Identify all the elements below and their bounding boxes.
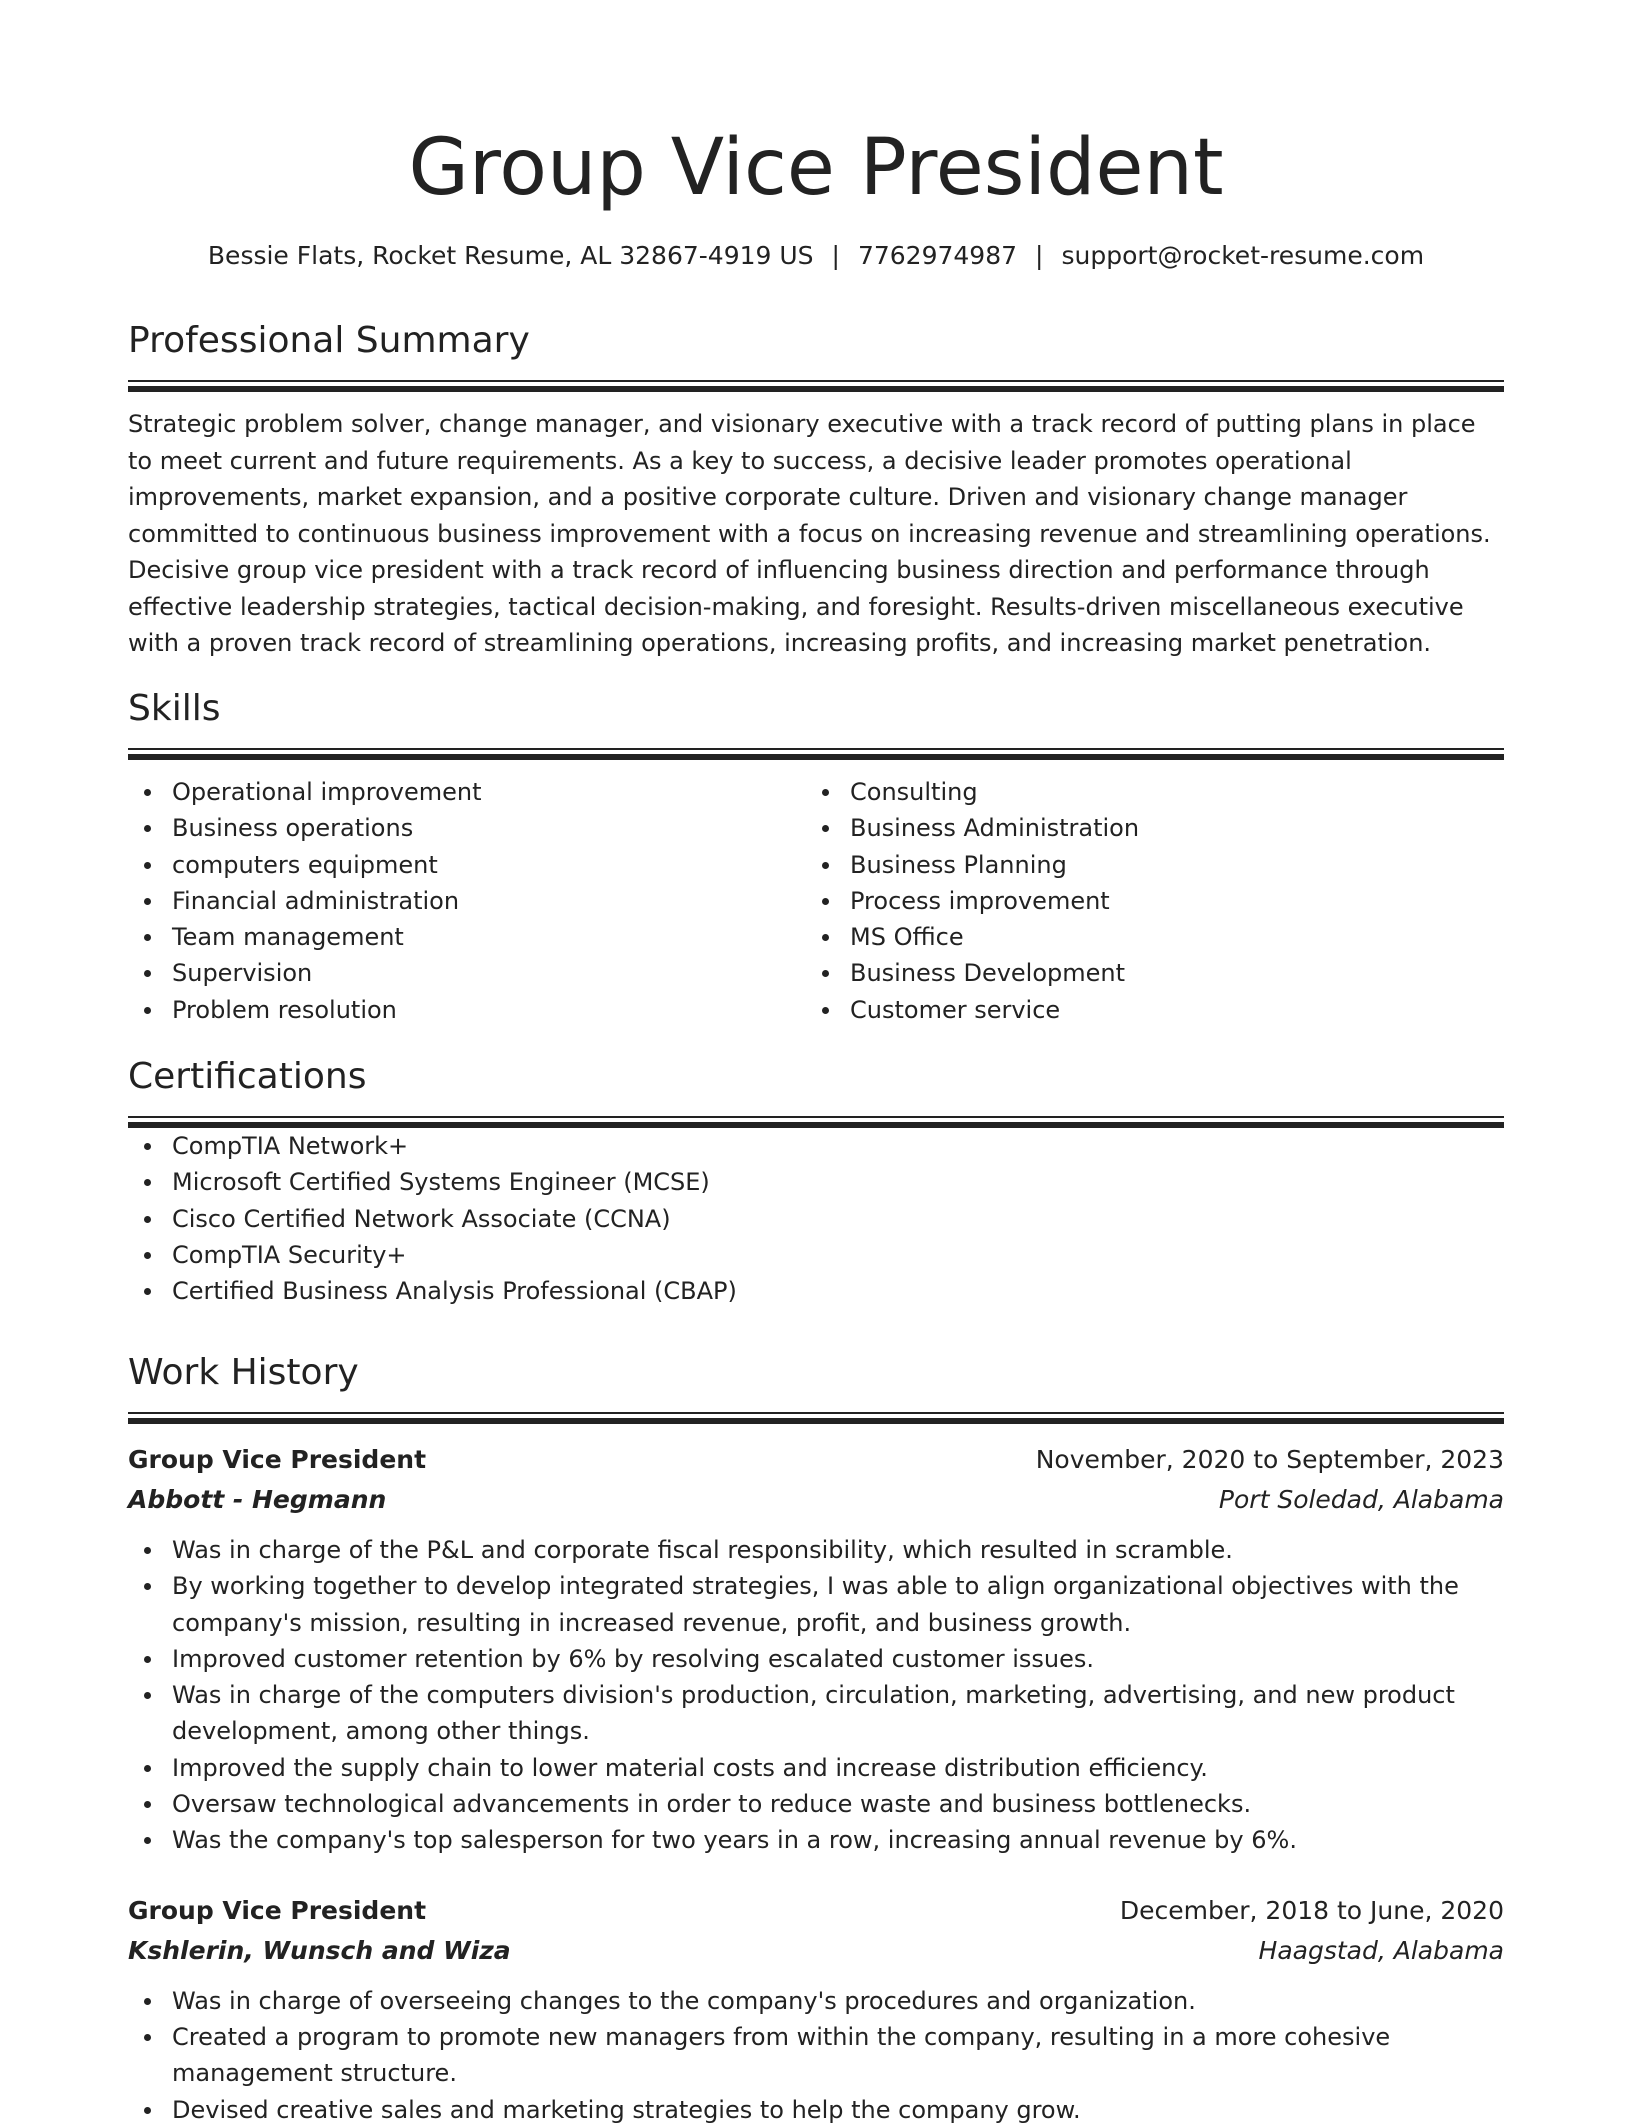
job-dates: November, 2020 to September, 2023 (1035, 1445, 1504, 1474)
contact-phone: 7762974987 (857, 241, 1018, 270)
job-title: Group Vice President (128, 1895, 427, 1925)
job-bullet: Oversaw technological advancements in order to reduce waste and business bottlenecks. (128, 1786, 1504, 1822)
section-divider (128, 1412, 1504, 1424)
job-bullet: Was in charge of the P&L and corporate fiscal responsibility, which resulted in scramble. (128, 1532, 1504, 1568)
job-header-row (128, 1891, 1504, 1931)
job-bullet: Improved the supply chain to lower material costs and increase distribution efficiency. (128, 1750, 1504, 1786)
certification-item: Microsoft Certified Systems Engineer (MCSE) (128, 1164, 1504, 1200)
skill-item: MS Office (806, 919, 1484, 955)
job-bullet: Devised creative sales and marketing strategies to help the company grow. (128, 2092, 1504, 2128)
skills-list-left (128, 774, 806, 1028)
certifications-heading: Certifications (128, 1056, 367, 1097)
job-bullets (128, 1983, 1504, 2128)
skills-list-right (806, 774, 1484, 1028)
skills-columns (128, 774, 1504, 1028)
job-bullet: By working together to develop integrated strategies, I was able to align organizational objectives with the company's mission, resulting in increased revenue, profit, and business growth. (128, 1568, 1504, 1641)
certification-item: CompTIA Network+ (128, 1128, 1504, 1164)
skills-section (128, 684, 1504, 1028)
skill-item: Supervision (128, 955, 806, 991)
section-divider (128, 748, 1504, 760)
contact-line (128, 238, 1504, 274)
skill-item: Customer service (806, 992, 1484, 1028)
certification-item: Certified Business Analysis Professional (CBAP) (128, 1273, 1504, 1309)
job-bullet: Created a program to promote new managers from within the company, resulting in a more cohesive management structure. (128, 2019, 1504, 2092)
skill-item: Business Development (806, 955, 1484, 991)
job-bullet: Was the company's top salesperson for two years in a row, increasing annual revenue by 6%. (128, 1822, 1504, 1858)
skill-item: Business Planning (806, 847, 1484, 883)
job-company-row (128, 1931, 1504, 1971)
skill-item: Problem resolution (128, 992, 806, 1028)
skills-heading: Skills (128, 688, 221, 729)
skill-item: Business Administration (806, 810, 1484, 846)
contact-separator: | (1035, 241, 1044, 270)
job-title: Group Vice President (128, 1445, 427, 1474)
skill-item: Team management (128, 919, 806, 955)
job-header-row (128, 1440, 1504, 1480)
skill-item: Business operations (128, 810, 806, 846)
job-company: Abbott - Hegmann (128, 1485, 387, 1514)
job-bullet: Was in charge of the computers division's production, circulation, marketing, advertising, and new product development, among other things. (128, 1677, 1504, 1750)
work-history-heading: Work History (128, 1352, 359, 1393)
job-company-row (128, 1480, 1504, 1520)
summary-heading: Professional Summary (128, 320, 530, 361)
contact-email: support@rocket-resume.com (1061, 241, 1425, 270)
skills-column-right (806, 774, 1484, 1028)
certifications-list (128, 1128, 1504, 1309)
skill-item: Process improvement (806, 883, 1484, 919)
summary-section (128, 316, 1504, 662)
work-history-section (128, 1348, 1504, 2128)
skill-item: Consulting (806, 774, 1484, 810)
certification-item: CompTIA Security+ (128, 1237, 1504, 1273)
skill-item: Financial administration (128, 883, 806, 919)
job-entry (128, 1891, 1504, 2128)
resume-title: Group Vice President (408, 123, 1224, 213)
contact-separator: | (831, 241, 840, 270)
skill-item: Operational improvement (128, 774, 806, 810)
job-location: Haagstad, Alabama (1258, 1935, 1504, 1965)
job-location: Port Soledad, Alabama (1218, 1485, 1504, 1514)
job-bullet: Improved customer retention by 6% by resolving escalated customer issues. (128, 1641, 1504, 1677)
summary-text: Strategic problem solver, change manager, and visionary executive with a track record of putting plans in place to meet current and future requirements. As a key to success, a decisive leader promotes operational improvements, market expansion, and a positive corporate culture. Driven and visionary change manager committed to continuous business improvement with a focus on increasing revenue and streamlining operations. Decisive group vice president with a track record of influencing business direction and performance through effective leadership strategies, tactical decision-making, and foresight. Results-driven miscellaneous executive with a proven track record of streamlining operations, increasing profits, and increasing market penetration. (128, 410, 1491, 657)
job-bullet: Was in charge of overseeing changes to the company's procedures and organization. (128, 1983, 1504, 2019)
certifications-section (128, 1052, 1504, 1309)
certification-item: Cisco Certified Network Associate (CCNA) (128, 1201, 1504, 1237)
skills-column-left (128, 774, 806, 1028)
job-company: Kshlerin, Wunsch and Wiza (128, 1935, 511, 1965)
section-divider (128, 1116, 1504, 1128)
job-bullets (128, 1532, 1504, 1859)
section-divider (128, 380, 1504, 392)
contact-address: Bessie Flats, Rocket Resume, AL 32867-4919 US (207, 241, 814, 270)
job-entry (128, 1440, 1504, 1859)
skill-item: computers equipment (128, 847, 806, 883)
job-dates: December, 2018 to June, 2020 (1119, 1895, 1504, 1925)
